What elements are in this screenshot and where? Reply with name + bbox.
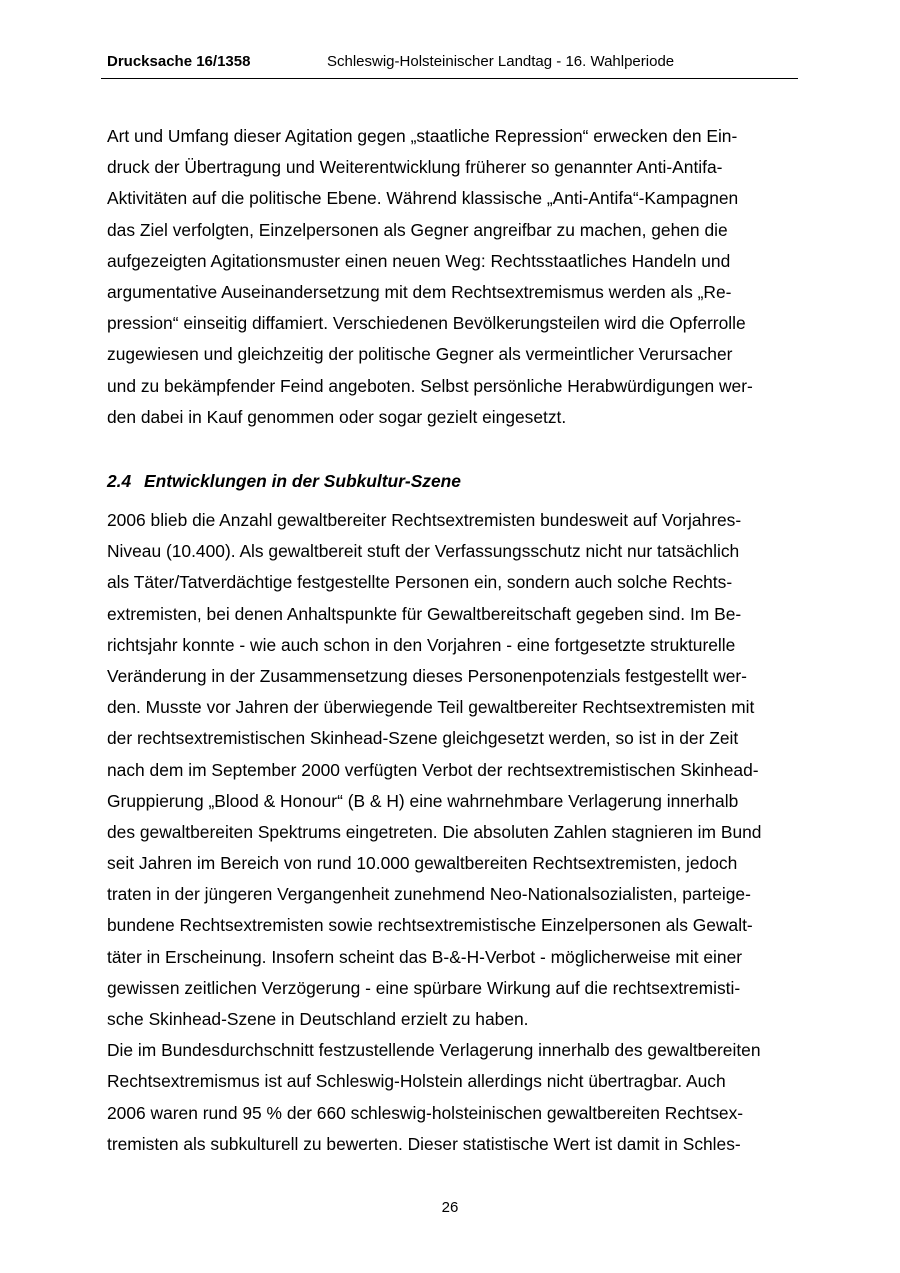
page-number: 26	[441, 1199, 459, 1216]
text-line: richtsjahr konnte - wie auch schon in den Vorjahren - eine fortgesetzte strukturelle	[107, 634, 736, 655]
text-line: das Ziel verfolgten, Einzelpersonen als Gegner angreifbar zu machen, gehen die	[107, 219, 728, 240]
text-line: sche Skinhead-Szene in Deutschland erzielt zu haben.	[107, 1009, 529, 1029]
text-line: 2006 waren rund 95 % der 660 schleswig-holsteinischen gewaltbereiten Rechtsex-	[107, 1102, 744, 1123]
text-line: Niveau (10.400). Als gewaltbereit stuft der Verfassungsschutz nicht nur tatsächlich	[107, 541, 740, 562]
text-line: 2006 blieb die Anzahl gewaltbereiter Rechtsextremisten bundesweit auf Vorjahres-	[107, 510, 742, 530]
section-heading	[107, 466, 461, 497]
text-line: Gruppierung „Blood & Honour“ (B & H) eine wahrnehmbare Verlagerung innerhalb	[107, 790, 739, 811]
text-line: täter in Erscheinung. Insofern scheint das B-&-H-Verbot - möglicherweise mit einer	[107, 946, 743, 967]
text-line: argumentative Auseinandersetzung mit dem Rechtsextremismus werden als „Re-	[107, 281, 732, 302]
text-line: druck der Übertragung und Weiterentwicklung früherer so genannter Anti-Antifa-	[107, 157, 723, 178]
text-line: traten in der jüngeren Vergangenheit zunehmend Neo-Nationalsozialisten, parteige-	[107, 884, 751, 905]
text-line: des gewaltbereiten Spektrums eingetreten. Die absoluten Zahlen stagnieren im Bund	[107, 821, 762, 842]
paragraph-schleswig-holstein	[107, 1035, 797, 1160]
text-line: Art und Umfang dieser Agitation gegen „staatliche Repression“ erwecken den Ein-	[107, 126, 738, 146]
paragraph-agitation	[107, 121, 797, 433]
text-line: nach dem im September 2000 verfügten Verbot der rechtsextremistischen Skinhead-	[107, 759, 759, 780]
text-line: tremisten als subkulturell zu bewerten. Dieser statistische Wert ist damit in Schles-	[107, 1133, 741, 1154]
section-number: 2.4	[107, 471, 132, 491]
text-line: gewissen zeitlichen Verzögerung - eine spürbare Wirkung auf die rechtsextremisti-	[107, 977, 741, 998]
text-line: pression“ einseitig diffamiert. Verschiedenen Bevölkerungsteilen wird die Opferrolle	[107, 313, 746, 334]
text-line: und zu bekämpfender Feind angeboten. Selbst persönliche Herabwürdigungen wer-	[107, 375, 753, 396]
text-line: den dabei in Kauf genommen oder sogar gezielt eingesetzt.	[107, 406, 567, 427]
text-line: Rechtsextremismus ist auf Schleswig-Holstein allerdings nicht übertragbar. Auch	[107, 1071, 726, 1092]
text-line: aufgezeigten Agitationsmuster einen neuen Weg: Rechtsstaatliches Handeln und	[107, 250, 731, 271]
text-line: extremisten, bei denen Anhaltspunkte für Gewaltbereitschaft gegeben sind. Im Be-	[107, 603, 742, 624]
text-line: Die im Bundesdurchschnitt festzustellende Verlagerung innerhalb des gewaltbereiten	[107, 1040, 761, 1061]
text-line: seit Jahren im Bereich von rund 10.000 gewaltbereiten Rechtsextremisten, jedoch	[107, 853, 738, 874]
text-line: der rechtsextremistischen Skinhead-Szene gleichgesetzt werden, so ist in der Zeit	[107, 728, 739, 749]
page-header	[101, 52, 798, 79]
section-title: Entwicklungen in der Subkultur-Szene	[144, 471, 461, 491]
document-reference: Drucksache 16/1358	[107, 53, 251, 70]
text-line: den. Musste vor Jahren der überwiegende Teil gewaltbereiter Rechtsextremisten mit	[107, 697, 755, 718]
text-line: Veränderung in der Zusammensetzung dieses Personenpotenzials festgestellt wer-	[107, 665, 747, 686]
text-line: zugewiesen und gleichzeitig der politische Gegner als vermeintlicher Verursacher	[107, 344, 733, 365]
paragraph-subculture	[107, 505, 797, 1035]
text-line: Aktivitäten auf die politische Ebene. Während klassische „Anti-Antifa“-Kampagnen	[107, 188, 739, 209]
text-line: als Täter/Tatverdächtige festgestellte Personen ein, sondern auch solche Rechts-	[107, 572, 733, 593]
institution-title: Schleswig-Holsteinischer Landtag - 16. Wahlperiode	[327, 53, 675, 70]
section-body	[107, 505, 797, 1160]
text-line: bundene Rechtsextremisten sowie rechtsextremistische Einzelpersonen als Gewalt-	[107, 915, 753, 936]
